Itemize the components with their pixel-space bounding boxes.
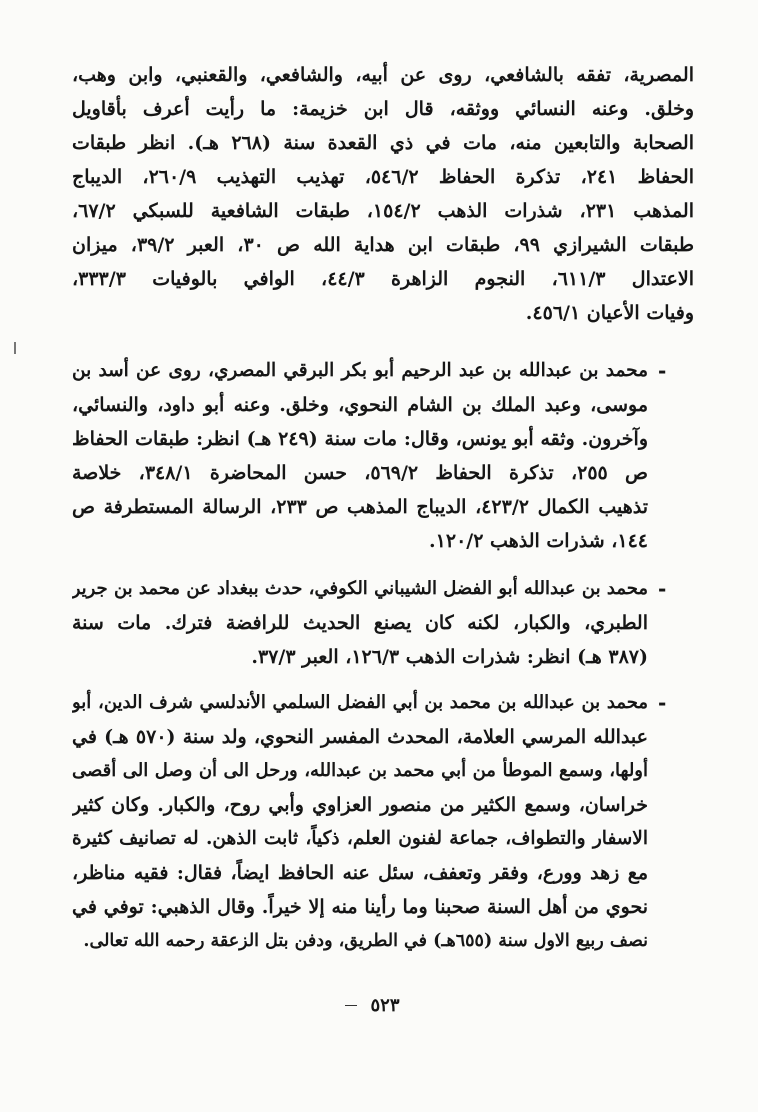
text-line: وآخرون. وثقه أبو يونس، وقال: مات سنة (٢٤٩ هـ) انظر: طبقات الحفاظ <box>72 428 648 450</box>
entry-dash: - <box>658 577 667 601</box>
text-line: المذهب ٢٣١، شذرات الذهب ١٥٤/٢، طبقات الشافعية للسبكي ٦٧/٢، <box>72 200 694 222</box>
entry-dash: - <box>658 691 667 715</box>
footnote-entry-barqi <box>72 354 648 558</box>
text-line: المصرية، تفقه بالشافعي، روى عن أبيه، والشافعي، والقعنبي، وابن وهب، <box>72 64 694 86</box>
text-line: موسى، وعبد الملك بن الشام النحوي، وخلق. وعنه أبو داود، والنسائي، <box>72 394 648 416</box>
text-line: محمد بن عبدالله بن محمد بن أبي الفضل السلمي الأندلسي شرف الدين، أبو <box>72 692 648 713</box>
footnote-entry-continuation <box>72 58 694 330</box>
text-line: محمد بن عبدالله أبو الفضل الشيباني الكوفي، حدث ببغداد عن محمد بن جرير <box>72 578 648 599</box>
text-line: وفيات الأعيان ٤٥٦/١. <box>525 302 694 324</box>
text-line: أولها، وسمع الموطأ من أبي محمد بن عبدالله، ورحل الى أن وصل الى أقصى <box>72 760 648 781</box>
text-line: نصف ربيع الاول سنة (٦٥٥هـ) في الطريق، ودفن بتل الزعقة رحمه الله تعالى. <box>83 931 648 951</box>
text-line: تذهيب الكمال ٤٢٣/٢، الديباج المذهب ص ٢٣٣، الرسالة المستطرفة ص <box>72 496 648 518</box>
text-line: ١٤٤، شذرات الذهب ١٢٠/٢. <box>429 530 648 552</box>
entry-dash: - <box>658 359 667 383</box>
text-line: نحوي من أهل السنة صحبنا وما رأينا منه إلا خيراً. وقال الذهبي: توفي في <box>72 896 648 918</box>
text-line: (٣٨٧ هـ) انظر: شذرات الذهب ١٢٦/٣، العبر ٣٧/٣. <box>251 646 648 668</box>
text-line: طبقات الشيرازي ٩٩، طبقات ابن هداية الله ص ٣٠، العبر ٣٩/٢، ميزان <box>72 234 694 256</box>
page-number: ٥٢٣ <box>370 995 400 1016</box>
text-line: وخلق. وعنه النسائي ووثقه، قال ابن خزيمة: ما رأيت أعرف بأقاويل <box>72 98 694 120</box>
text-line: الصحابة والتابعين منه، مات في ذي القعدة سنة (٢٦٨ هـ). انظر طبقات <box>72 132 694 154</box>
footnote-entry-shaybani <box>72 572 648 674</box>
margin-mark <box>14 342 16 354</box>
text-line: عبدالله المرسي العلامة، المحدث المفسر النحوي، ولد سنة (٥٧٠ هـ) في <box>72 726 648 748</box>
text-line: الاسفار والتطواف، جماعة لفنون العلم، ذكياً، ثابت الذهن. له تصانيف كثيرة <box>72 828 648 849</box>
text-line: خراسان، وسمع الكثير من منصور العزاوي وأبي روح، والكبار. وكان كثير <box>72 794 648 816</box>
text-line: مع زهد وورع، وفقر وتعفف، سئل عنه الحافظ ايضاً، فقال: فقيه مناظر، <box>72 862 648 884</box>
text-line: الحفاظ ٢٤١، تذكرة الحفاظ ٥٤٦/٢، تهذيب التهذيب ٢٦٠/٩، الديباج <box>72 166 694 188</box>
text-line: ص ٢٥٥، تذكرة الحفاظ ٥٦٩/٢، حسن المحاضرة ٣٤٨/١، خلاصة <box>72 462 648 484</box>
text-line: الطبري، والكبار، لكنه كان يصنع الحديث للرافضة فترك. مات سنة <box>72 612 648 634</box>
page-number-rule <box>345 1005 357 1006</box>
text-line: الاعتدال ٦١١/٣، النجوم الزاهرة ٤٤/٣، الوافي بالوفيات ٣٣٣/٣، <box>72 268 694 290</box>
footnote-entry-mursi <box>72 686 648 958</box>
text-line: محمد بن عبدالله بن عبد الرحيم أبو بكر البرقي المصري، روى عن أسد بن <box>72 360 648 381</box>
